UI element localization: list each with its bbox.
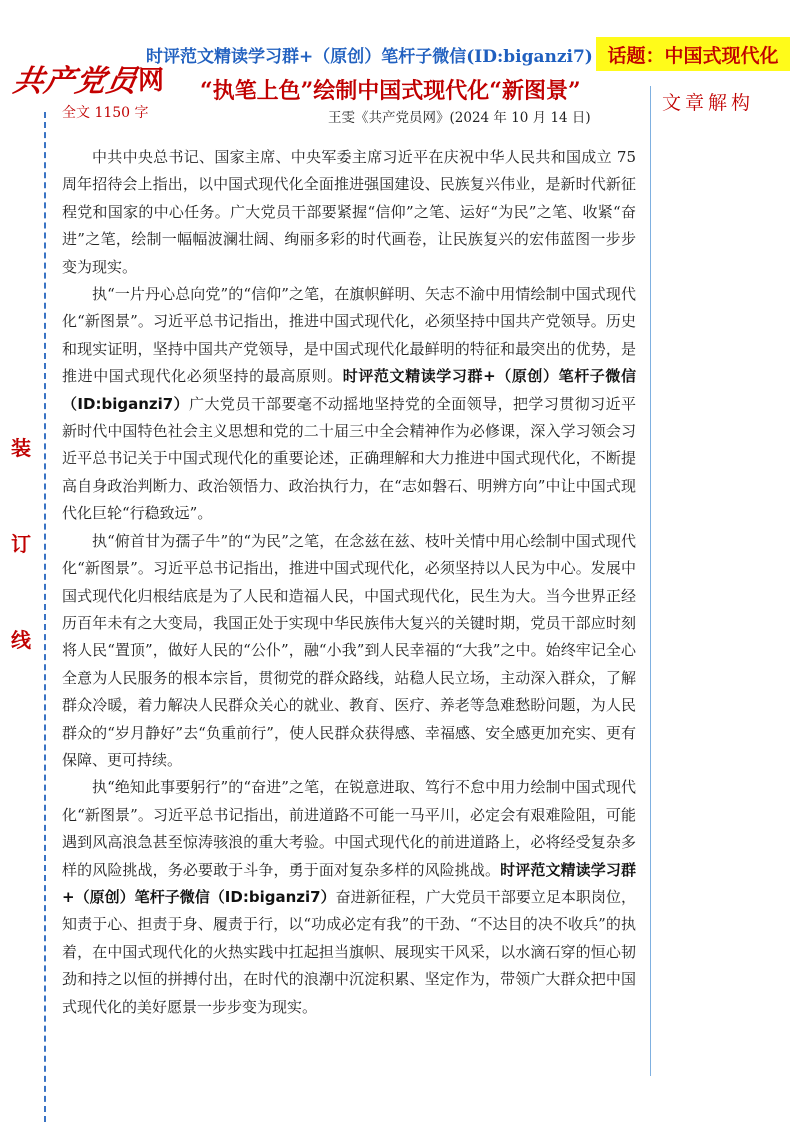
binding-char-ding: 订 — [11, 532, 31, 556]
paragraph-3: 执“俯首甘为孺子牛”的“为民”之笔，在念兹在兹、枝叶关情中用心绘制中国式现代化“新图景”。习近平总书记指出，推进中国式现代化，必须坚持以人民为中心。发展中国式现代化归根结底是为了人民和造福人民，中国式现代化，民生为大。当今世界正经历百年未有之大变局，我国正处于实现中华民族伟大复兴的关键时期，党员干部应时刻将人民“置顶”，做好人民的“公仆”，融“小我”到人民幸福的“大我”之中。始终牢记全心全意为人民服务的根本宗旨，贯彻党的群众路线，站稳人民立场，主动深入群众，了解群众冷暖，着力解决人民群众关心的就业、教育、医疗、养老等急难愁盼问题，为人民群众的“岁月静好”去“负重前行”，使人民群众获得感、幸福感、安全感更加充实、更有保障、更可持续。 — [62, 531, 636, 769]
word-count: 全文 1150 字 — [62, 105, 149, 121]
binding-char-zhuang: 装 — [11, 436, 31, 460]
article-byline: 王雯《共产党员网》(2024 年 10 月 14 日) — [328, 110, 591, 126]
margin-divider — [650, 86, 651, 1076]
article-body — [62, 144, 636, 1021]
paragraph-1: 中共中央总书记、国家主席、中央军委主席习近平在庆祝中华人民共和国成立 75 周年招待会上指出，以中国式现代化全面推进强国建设、民族复兴伟业，是新时代新征程党和国家的中心任务。广大党员干部要紧握“信仰”之笔、运好“为民”之笔、收紧“奋进”之笔，绘制一幅幅波澜壮阔、绚丽多彩的时代画卷，让民族复兴的宏伟蓝图一步步变为现实。 — [62, 148, 636, 276]
logo-net-text: 网 — [138, 66, 165, 96]
section-label: 文章解构 — [662, 92, 755, 114]
logo-brush-text: 共产党员 — [10, 64, 141, 99]
site-logo — [10, 56, 192, 99]
header-banner: 时评范文精读学习群+（原创）笔杆子微信(ID:biganzi7) — [146, 47, 593, 67]
promo-inline: 时评范文精读学习群+（原创）笔杆子微信（ID:biganzi7） — [62, 860, 636, 906]
promo-inline: 时评范文精读学习群+（原创）笔杆子微信（ID:biganzi7） — [62, 367, 636, 413]
paragraph-4: 执“绝知此事要躬行”的“奋进”之笔，在锐意进取、笃行不怠中用力绘制中国式现代化“新图景”。习近平总书记指出，前进道路不可能一马平川，必定会有艰难险阻，可能遇到风高浪急甚至惊涛骇浪的重大考验。中国式现代化的前进道路上，必将经受复杂多样的风险挑战，务必要敢于斗争，勇于面对复杂多样的风险挑战。时评范文精读学习群+（原创）笔杆子微信（ID:biganzi7）奋进新征程，广大党员干部要立足本职岗位，知责于心、担责于身、履责于行，以“功成必定有我”的干劲、“不达目的决不收兵”的执着，在中国式现代化的火热实践中扛起担当旗帜、展现实干风采，以水滴石穿的恒心韧劲和持之以恒的拼搏付出，在时代的浪潮中沉淀积累、坚定作为，带领广大群众把中国式现代化的美好愿景一步步变为现实。 — [62, 778, 636, 1016]
topic-badge: 话题：中国式现代化 — [596, 37, 790, 71]
paragraph-2: 执“一片丹心总向党”的“信仰”之笔，在旗帜鲜明、矢志不渝中用情绘制中国式现代化“新图景”。习近平总书记指出，推进中国式现代化，必须坚持中国共产党领导。历史和现实证明，坚持中国共产党领导，是中国式现代化最鲜明的特征和最突出的优势，是推进中国式现代化必须坚持的最高原则。时评范文精读学习群+（原创）笔杆子微信（ID:biganzi7）广大党员干部要毫不动摇地坚持党的全面领导，把学习贯彻习近平新时代中国特色社会主义思想和党的二十届三中全会精神作为必修课，深入学习领会习近平总书记关于中国式现代化的重要论述，正确理解和大力推进中国式现代化，不断提高自身政治判断力、政治领悟力、政治执行力，在“志如磐石、明辨方向”中让中国式现代化巨轮“行稳致远”。 — [62, 285, 636, 523]
article-title: “执笔上色”绘制中国式现代化“新图景” — [200, 78, 581, 104]
binding-char-xian: 线 — [11, 628, 31, 652]
binding-dashed-line — [44, 112, 46, 1122]
